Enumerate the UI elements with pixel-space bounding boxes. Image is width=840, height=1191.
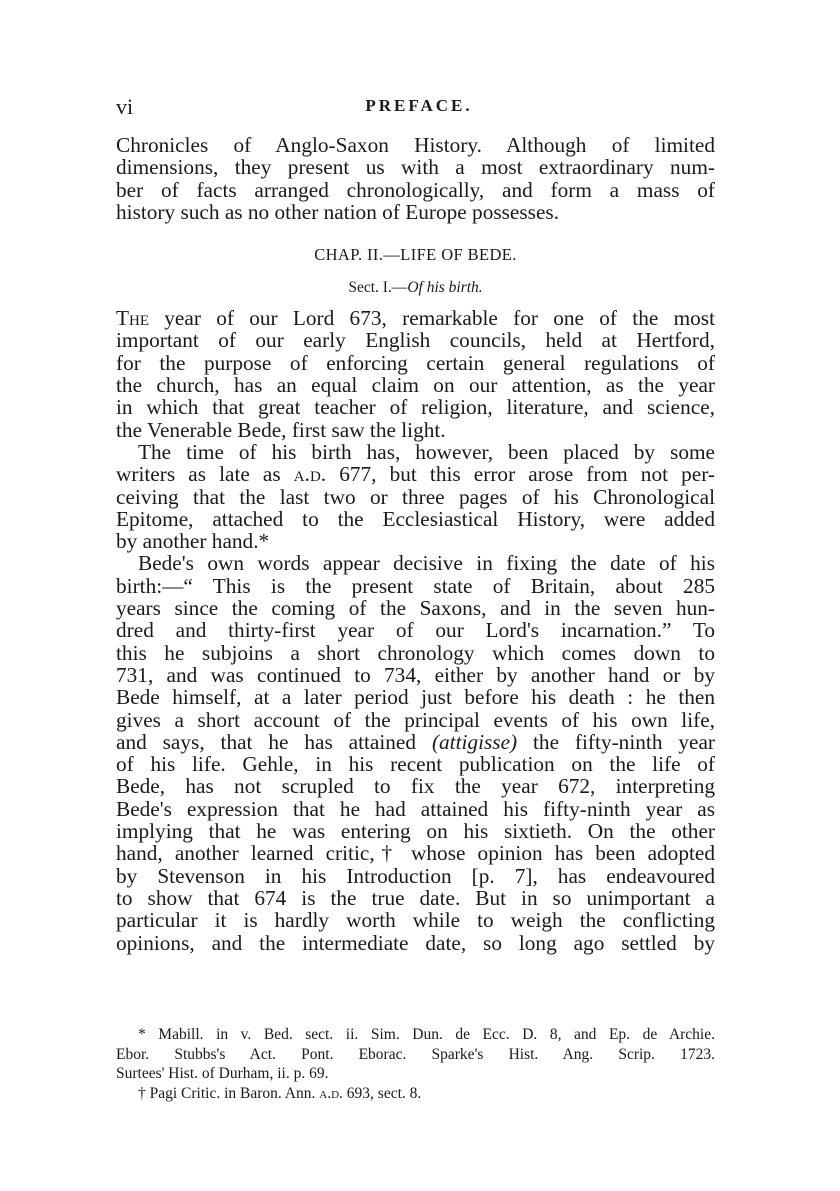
text-line: ceiving that the last two or three pages of his Chronological (116, 484, 715, 509)
footnotes (116, 1025, 715, 1103)
text-line: the Venerable Bede, first saw the light. (116, 417, 446, 442)
text-line: this he subjoins a short chronology which comes down to (116, 640, 715, 665)
text-line: opinions, and the intermediate date, so long ago settled by (116, 930, 715, 955)
text-line: particular it is hardly worth while to weigh the conflicting (116, 908, 715, 933)
footnote-line (116, 1084, 715, 1104)
section-title: Of his birth. (407, 279, 483, 297)
text-line: Bede, has not scrupled to fix the year 672, interpreting (116, 774, 715, 799)
line-text: 677, but this error arose from not per- (326, 462, 715, 487)
text-line: birth:—“ This is the present state of Britain, about 285 (116, 573, 715, 598)
line-text: year of our Lord 673, remarkable for one of the most (149, 306, 715, 331)
text-line: ber of facts arranged chronologically, and form a mass of (116, 177, 715, 202)
text-line: dred and thirty-first year of our Lord's incarnation.” To (116, 618, 715, 643)
paragraph-3 (116, 552, 715, 953)
text-line: history such as no other nation of Europe possesses. (116, 199, 560, 224)
text-line: Bede's own words appear decisive in fixing the date of his (138, 551, 715, 576)
text-line: Epitome, attached to the Ecclesiastical History, were added (116, 506, 715, 531)
text-line (116, 731, 715, 753)
text-line: in which that great teacher of religion, literature, and science, (116, 395, 715, 420)
dropword: The (116, 306, 150, 331)
text-line: The time of his birth has, however, been placed by some (138, 439, 715, 464)
line-text: and says, that he has attained (116, 729, 432, 754)
text-line: hand, another learned critic,† whose opinion has been adopted (116, 841, 715, 866)
line-text: the fifty-ninth year (517, 729, 715, 754)
text-line: gives a short account of the principal events of his own life, (116, 707, 715, 732)
text-line (116, 307, 715, 329)
text-line (116, 463, 715, 485)
section-prefix: Sect. I.— (348, 279, 408, 297)
era-abbreviation: a.d. (319, 1084, 343, 1102)
intro-paragraph (116, 134, 715, 223)
text-line: to show that 674 is the true date. But in so unimportant a (116, 885, 715, 910)
running-title: PREFACE. (365, 96, 473, 115)
text-line: implying that he was entering on his sixtieth. On the other (116, 819, 715, 844)
text-line: years since the coming of the Saxons, and in the seven hun- (116, 596, 715, 621)
text-line: Chronicles of Anglo-Saxon History. Although of limited (116, 133, 715, 157)
text-line: the church, has an equal claim on our attention, as the year (116, 373, 715, 398)
line-text: writers as late as (116, 462, 294, 487)
latin-term: (attigisse) (431, 729, 518, 754)
footnote-line: Surtees' Hist. of Durham, ii. p. 69. (116, 1065, 329, 1082)
era-abbreviation: a.d. (293, 462, 327, 487)
text-line: 731, and was continued to 734, either by another hand or by (116, 662, 715, 687)
page-header (116, 94, 722, 124)
paragraph-1 (116, 307, 715, 441)
text-line: by another hand.* (116, 529, 270, 554)
text-line: Bede himself, at a later period just before his death : he then (116, 685, 715, 710)
page-body (116, 134, 715, 954)
text-line: of his life. Gehle, in his recent publication on the life of (116, 752, 715, 777)
text-line: Bede's expression that he had attained his fifty-ninth year as (116, 796, 715, 821)
folio-number: vi (116, 94, 134, 119)
chapter-heading: CHAP. II.—LIFE OF BEDE. (314, 245, 517, 265)
text-line: for the purpose of enforcing certain general regulations of (116, 350, 715, 375)
text-line: by Stevenson in his Introduction [p. 7], has endeavoured (116, 863, 715, 888)
text-line: dimensions, they present us with a most extraordinary num- (116, 155, 715, 180)
paragraph-2 (116, 441, 715, 552)
line-text: † Pagi Critic. in Baron. Ann. (138, 1084, 320, 1102)
line-text: 693, sect. 8. (342, 1084, 422, 1102)
section-heading (116, 279, 715, 297)
footnote-line: * Mabill. in v. Bed. sect. ii. Sim. Dun. de Ecc. D. 8, and Ep. de Archie. (138, 1026, 715, 1043)
footnote-line: Ebor. Stubbs's Act. Pont. Eborac. Sparke's Hist. Ang. Scrip. 1723. (116, 1045, 715, 1063)
text-line: important of our early English councils, held at Hertford, (116, 328, 715, 353)
